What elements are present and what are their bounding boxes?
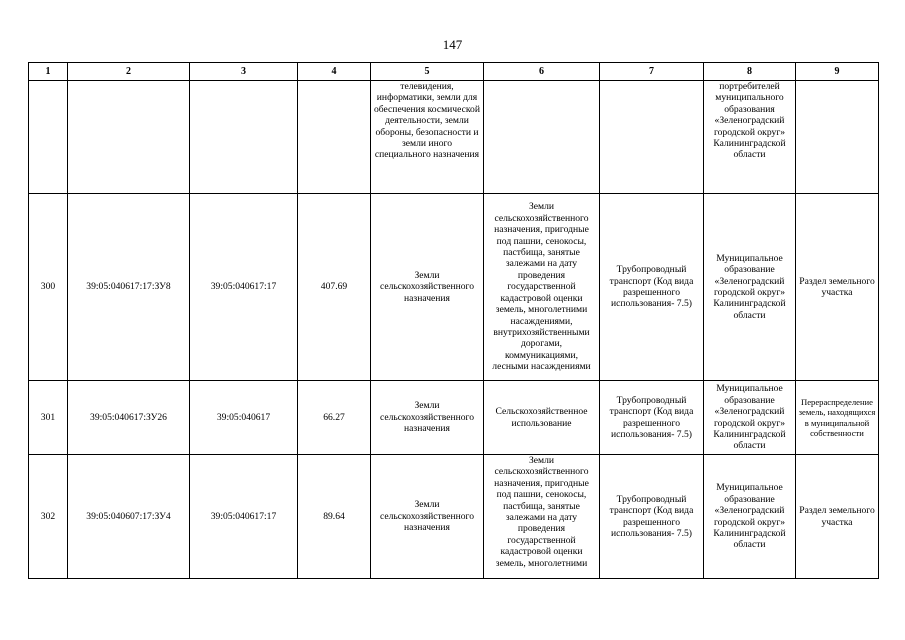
cell-cadastral-number: 39:05:040617:17:ЗУ8 [68, 194, 190, 381]
column-header-9: 9 [796, 63, 879, 81]
cell-permitted-use [484, 81, 600, 194]
cell-method [796, 81, 879, 194]
column-header-4: 4 [298, 63, 371, 81]
cell-planned-use: Трубопроводный транспорт (Код вида разрешенного использования- 7.5) [600, 381, 704, 455]
cell-cadastral-number: 39:05:040617:ЗУ26 [68, 381, 190, 455]
cell-method: Раздел земельного участка [796, 455, 879, 579]
cell-method: Перераспределение земель, находящихся в муниципальной собственности [796, 381, 879, 455]
cell-area: 66.27 [298, 381, 371, 455]
cell-cadastral-number [68, 81, 190, 194]
column-header-6: 6 [484, 63, 600, 81]
cell-cadastral-number: 39:05:040607:17:ЗУ4 [68, 455, 190, 579]
column-header-8: 8 [704, 63, 796, 81]
cell-planned-use: Трубопроводный транспорт (Код вида разрешенного использования- 7.5) [600, 455, 704, 579]
cell-source-number: 39:05:040617 [190, 381, 298, 455]
column-header-2: 2 [68, 63, 190, 81]
cell-method: Раздел земельного участка [796, 194, 879, 381]
cell-owner: портребителей муниципального образования «Зеленоградский городской округ» Калининградской области [704, 81, 796, 194]
cell-owner: Муниципальное образование «Зеленоградский городской округ» Калининградской области [704, 381, 796, 455]
cell-permitted-use: Земли сельскохозяйственного назначения, пригодные под пашни, сенокосы, пастбища, занятые залежами на дату проведения государственной кадастровой оценки земель, многолетними насаждениями, внутрихозяйственными дорогами, коммуникациями, лесными насаждениями [484, 194, 600, 381]
cell-number: 301 [29, 381, 68, 455]
column-header-7: 7 [600, 63, 704, 81]
cell-planned-use: Трубопроводный транспорт (Код вида разрешенного использования- 7.5) [600, 194, 704, 381]
column-header-1: 1 [29, 63, 68, 81]
cell-area: 89.64 [298, 455, 371, 579]
cell-planned-use [600, 81, 704, 194]
cell-permitted-use [484, 455, 600, 579]
cell-land-category: Земли сельскохозяйственного назначения [371, 455, 484, 579]
cell-owner: Муниципальное образование «Зеленоградский городской округ» Калининградской области [704, 455, 796, 579]
cell-land-category: Земли сельскохозяйственного назначения [371, 194, 484, 381]
cell-source-number: 39:05:040617:17 [190, 194, 298, 381]
cell-permitted-use-text: Земли сельскохозяйственного назначения, пригодные под пашни, сенокосы, пастбища, занятые залежами на дату проведения государственной кадастровой оценки земель, многолетними [494, 455, 589, 569]
cell-owner: Муниципальное образование «Зеленоградский городской округ» Калининградской области [704, 194, 796, 381]
cell-permitted-use: Сельскохозяйственное использование [484, 381, 600, 455]
page-number: 147 [442, 37, 463, 52]
table-row [29, 194, 879, 381]
column-header-3: 3 [190, 63, 298, 81]
cell-number [29, 81, 68, 194]
header-row [29, 63, 879, 81]
cell-source-number: 39:05:040617:17 [190, 455, 298, 579]
cell-number: 300 [29, 194, 68, 381]
cell-area: 407.69 [298, 194, 371, 381]
land-plots-table [28, 62, 879, 579]
cell-land-category: телевидения, информатики, земли для обеспечения космической деятельности, земли обороны, безопасности и земли иного специального назначения [371, 81, 484, 194]
cell-area [298, 81, 371, 194]
table-row [29, 81, 879, 194]
cell-land-category: Земли сельскохозяйственного назначения [371, 381, 484, 455]
column-header-5: 5 [371, 63, 484, 81]
cell-number: 302 [29, 455, 68, 579]
table-row [29, 381, 879, 455]
cell-source-number [190, 81, 298, 194]
table-row [29, 455, 879, 579]
